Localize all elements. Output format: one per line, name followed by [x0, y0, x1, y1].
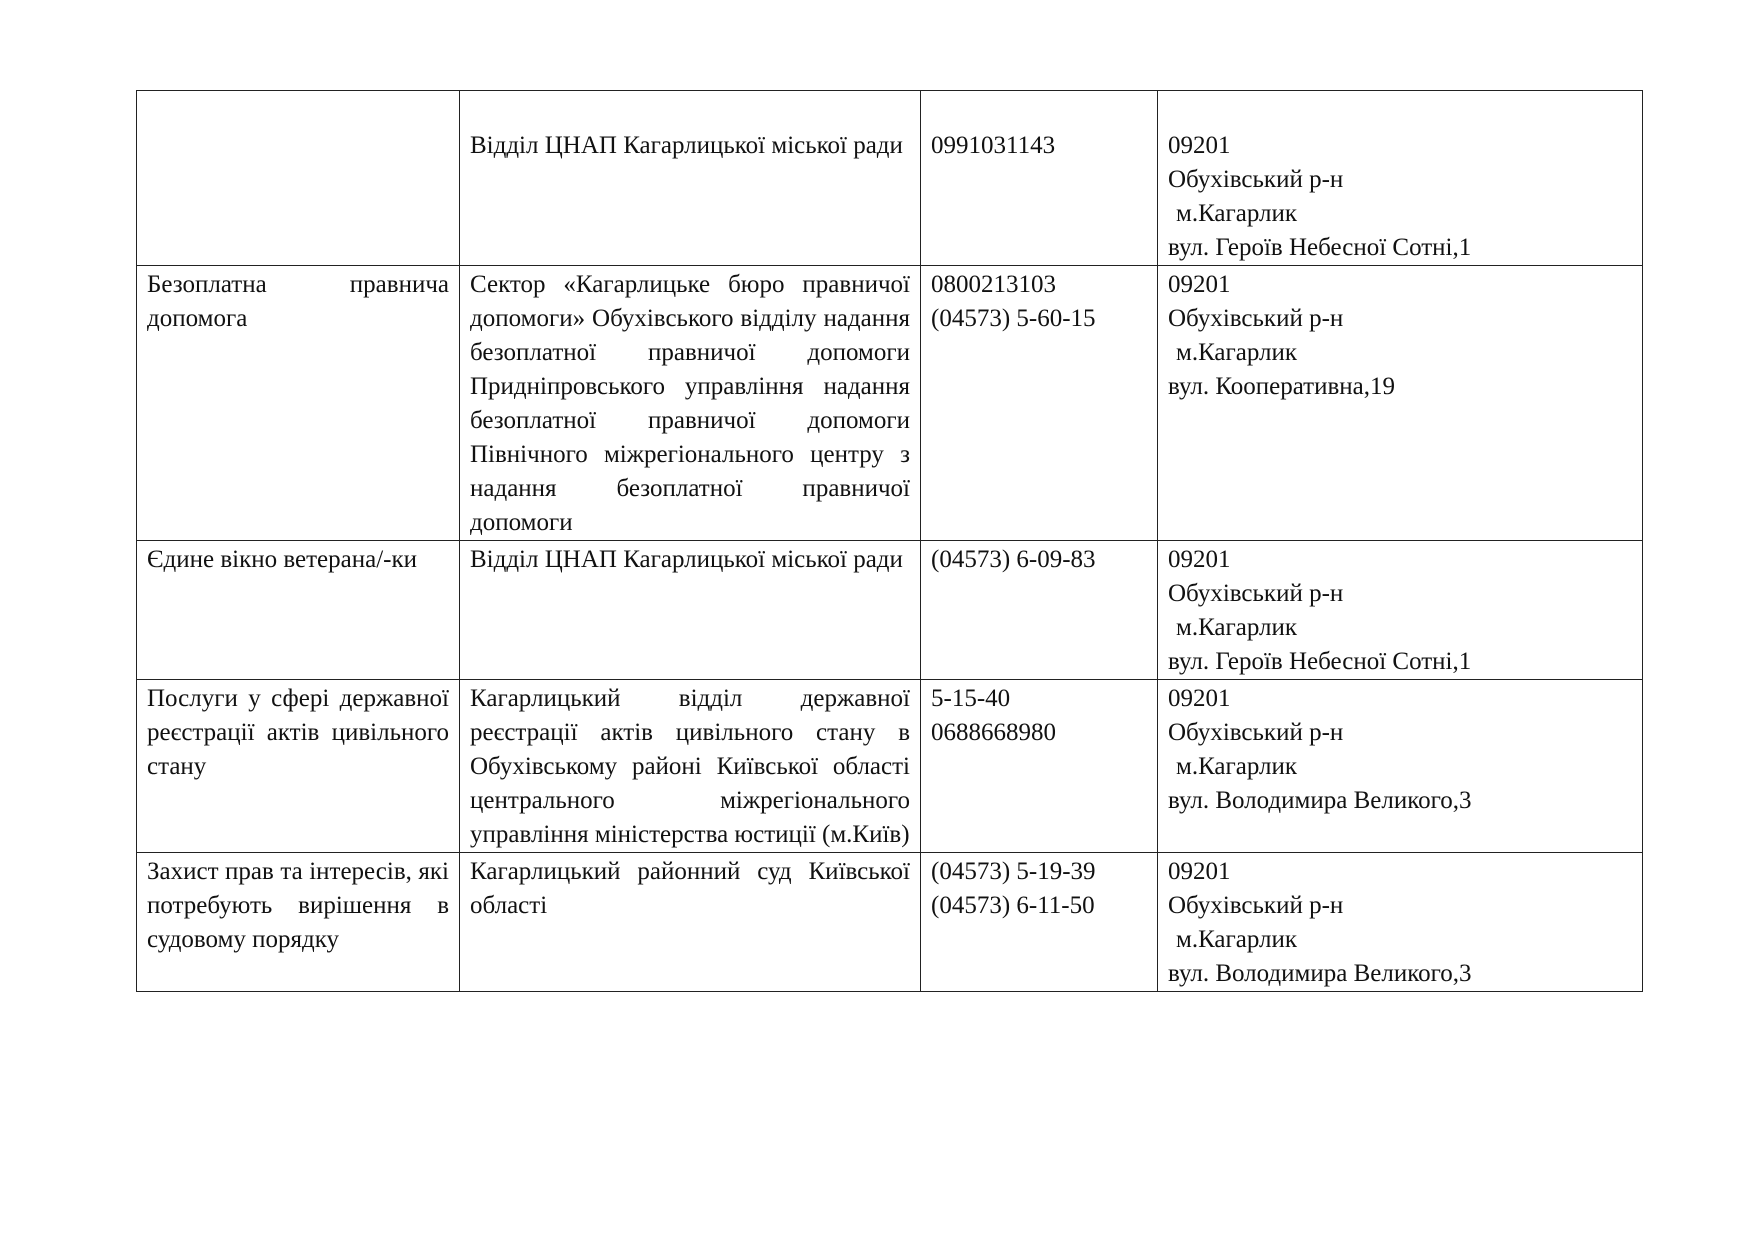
address-cell	[1158, 680, 1643, 853]
phone-number: 5-15-40	[931, 685, 1011, 712]
city: м.Кагарлик	[1176, 926, 1298, 953]
organization-cell	[460, 853, 921, 992]
service-cell	[137, 266, 460, 541]
postal-index: 09201	[1168, 685, 1231, 712]
district: Обухівський р-н	[1168, 305, 1344, 332]
phone-cell	[921, 853, 1158, 992]
service-cell	[137, 541, 460, 680]
street: вул. Героїв Небесної Сотні,1	[1168, 234, 1472, 261]
service-cell	[137, 91, 460, 266]
postal-index: 09201	[1168, 271, 1231, 298]
organization-cell	[460, 680, 921, 853]
organization-name: Сектор «Кагарлицьке бюро правничої допомоги» Обухівського відділу надання безоплатної правничої допомоги Придніпровського управління надання безоплатної правничої допомоги Північного міжрегіонального центру з надання безоплатної правничої допомоги	[470, 271, 910, 536]
street: вул. Героїв Небесної Сотні,1	[1168, 648, 1472, 675]
address-cell	[1158, 266, 1643, 541]
postal-index: 09201	[1168, 132, 1231, 159]
organization-cell	[460, 91, 921, 266]
phone-number: 0991031143	[931, 132, 1056, 159]
phone-cell	[921, 91, 1158, 266]
district: Обухівський р-н	[1168, 892, 1344, 919]
street: вул. Володимира Великого,3	[1168, 960, 1472, 987]
street: вул. Кооперативна,19	[1168, 373, 1396, 400]
address-cell	[1158, 91, 1643, 266]
service-name: Безоплатна правнича допомога	[147, 271, 449, 332]
service-name: Послуги у сфері державної реєстрації актів цивільного стану	[147, 685, 449, 780]
organization-name: Кагарлицький відділ державної реєстрації актів цивільного стану в Обухівському районі Київської області центрального міжрегіонального управління міністерства юстиції (м.Київ)	[470, 685, 910, 848]
phone-number: (04573) 5-60-15	[931, 305, 1096, 332]
district: Обухівський р-н	[1168, 166, 1344, 193]
phone-number: 0688668980	[931, 719, 1056, 746]
postal-index: 09201	[1168, 858, 1231, 885]
organization-name: Відділ ЦНАП Кагарлицької міської ради	[470, 546, 903, 573]
address-cell	[1158, 853, 1643, 992]
service-name: Єдине вікно ветерана/-ки	[147, 546, 417, 573]
service-cell	[137, 680, 460, 853]
table-row	[137, 680, 1643, 853]
phone-cell	[921, 541, 1158, 680]
phone-number: 0800213103	[931, 271, 1056, 298]
postal-index: 09201	[1168, 546, 1231, 573]
organization-name: Відділ ЦНАП Кагарлицької міської ради	[470, 132, 903, 159]
services-table	[136, 90, 1643, 992]
district: Обухівський р-н	[1168, 580, 1344, 607]
address-cell	[1158, 541, 1643, 680]
table-row	[137, 853, 1643, 992]
organization-cell	[460, 266, 921, 541]
street: вул. Володимира Великого,3	[1168, 787, 1472, 814]
city: м.Кагарлик	[1176, 200, 1298, 227]
phone-number: (04573) 5-19-39	[931, 858, 1096, 885]
city: м.Кагарлик	[1176, 614, 1298, 641]
organization-cell	[460, 541, 921, 680]
phone-number: (04573) 6-11-50	[931, 892, 1095, 919]
organization-name: Кагарлицький районний суд Київської області	[470, 858, 910, 919]
phone-cell	[921, 680, 1158, 853]
table-row	[137, 541, 1643, 680]
table-row	[137, 266, 1643, 541]
city: м.Кагарлик	[1176, 753, 1298, 780]
district: Обухівський р-н	[1168, 719, 1344, 746]
service-name: Захист прав та інтересів, які потребують вирішення в судовому порядку	[147, 858, 449, 953]
city: м.Кагарлик	[1176, 339, 1298, 366]
phone-cell	[921, 266, 1158, 541]
service-cell	[137, 853, 460, 992]
phone-number: (04573) 6-09-83	[931, 546, 1096, 573]
table-row	[137, 91, 1643, 266]
